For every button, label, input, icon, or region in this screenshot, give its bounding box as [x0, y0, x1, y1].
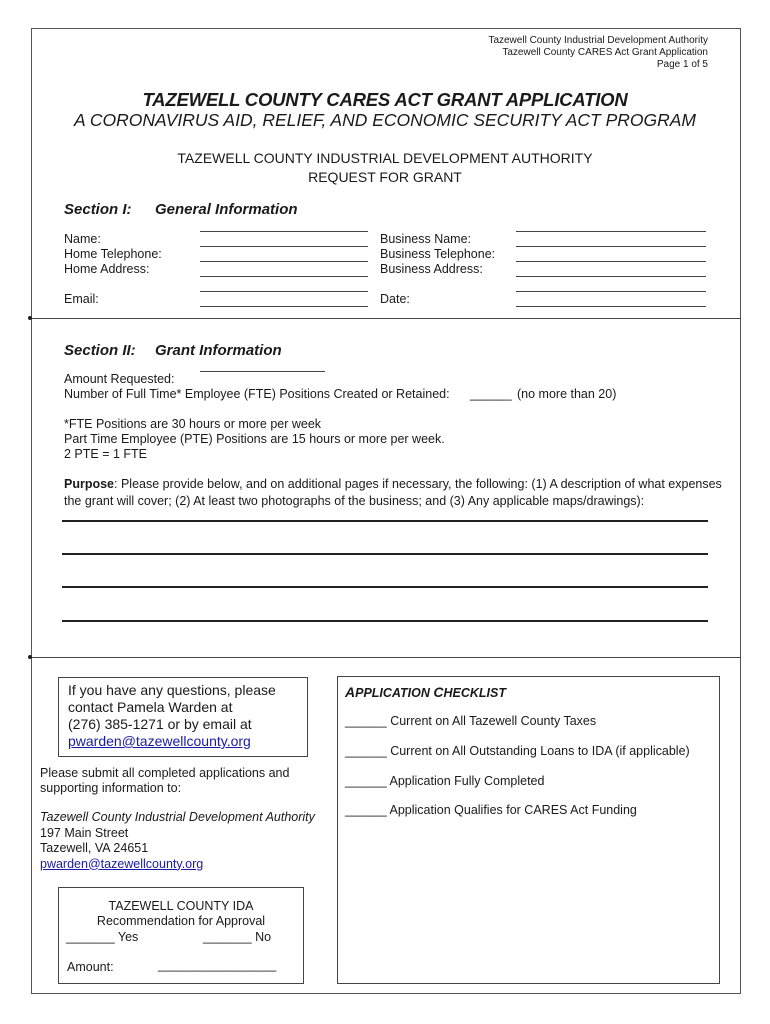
checklist-title	[345, 684, 506, 700]
page-header	[488, 35, 708, 71]
submit-instructions: Please submit all completed applications and supporting information to:	[40, 766, 290, 795]
home-telephone-label: Home Telephone:	[64, 247, 162, 261]
checklist-title-rest-a: PPLICATION	[355, 686, 434, 700]
header-org: Tazewell County Industrial Development Authority	[488, 35, 708, 46]
fte-definition-note: *FTE Positions are 30 hours or more per week	[64, 417, 322, 431]
divider-dot-1	[28, 316, 32, 320]
fte-positions-field[interactable]: ______	[470, 387, 512, 401]
section-divider-2	[31, 657, 741, 658]
email-field[interactable]	[200, 306, 368, 307]
mailing-address	[40, 810, 315, 872]
checklist-item	[345, 774, 544, 788]
home-address-field-3[interactable]	[200, 291, 368, 292]
purpose-text: : Please provide below, and on additional pages if necessary, the following: (1) A description of what expenses the grant will cover; (2) At least two photographs of the business; and (3) Any applicable maps/drawings):	[64, 477, 722, 508]
contact-text	[68, 682, 308, 750]
section2-title: Grant Information	[155, 342, 282, 359]
checklist-item-label: Application Qualifies for CARES Act Funding	[389, 803, 637, 817]
section1-heading	[64, 201, 298, 218]
contact-line-3: (276) 385-1271 or by email at	[68, 716, 252, 732]
checklist-title-a: A	[345, 684, 356, 700]
email-label: Email:	[64, 292, 99, 306]
checklist-blank[interactable]: ______	[345, 774, 387, 788]
header-page-number: Page 1 of 5	[656, 59, 708, 70]
date-label: Date:	[380, 292, 410, 306]
business-name-field[interactable]	[516, 231, 706, 232]
address-org: Tazewell County Industrial Development Authority	[40, 810, 315, 824]
section2-heading	[64, 342, 282, 359]
purpose-instructions	[64, 476, 724, 510]
divider-dot-2	[28, 655, 32, 659]
amount-requested-field[interactable]	[200, 371, 325, 372]
home-telephone-field[interactable]	[200, 246, 368, 247]
amount-requested-label: Amount Requested:	[64, 372, 175, 386]
pte-fte-ratio-note: 2 PTE = 1 FTE	[64, 447, 148, 461]
home-address-label: Home Address:	[64, 262, 150, 276]
document-title: TAZEWELL COUNTY CARES ACT GRANT APPLICATION	[142, 89, 628, 110]
business-address-field-2[interactable]	[516, 276, 706, 277]
checklist-item-label: Application Fully Completed	[389, 774, 545, 788]
document-subtitle: A CORONAVIRUS AID, RELIEF, AND ECONOMIC SECURITY ACT PROGRAM	[74, 110, 696, 130]
purpose-line-2[interactable]	[62, 553, 708, 555]
ida-no-option[interactable]: _______ No	[203, 930, 272, 944]
checklist-item-label: Current on All Outstanding Loans to IDA (if applicable)	[390, 744, 690, 758]
checklist-item	[345, 803, 637, 817]
org-heading-line1: TAZEWELL COUNTY INDUSTRIAL DEVELOPMENT AUTHORITY	[177, 150, 593, 166]
checklist-blank[interactable]: ______	[345, 714, 387, 728]
address-email-link[interactable]: pwarden@tazewellcounty.org	[40, 856, 204, 871]
address-city: Tazewell, VA 24651	[40, 841, 149, 855]
section1-number: Section I:	[64, 201, 132, 218]
checklist-title-c: C	[433, 684, 444, 700]
purpose-label: Purpose	[64, 477, 115, 491]
home-address-field-1[interactable]	[200, 261, 368, 262]
org-heading	[0, 149, 770, 187]
section2-number: Section II:	[64, 342, 136, 359]
date-field[interactable]	[516, 306, 706, 307]
section-divider-1	[31, 318, 741, 319]
org-heading-line2: REQUEST FOR GRANT	[308, 169, 462, 185]
fte-limit-note: (no more than 20)	[517, 387, 617, 401]
purpose-line-1[interactable]	[62, 520, 708, 522]
business-address-field-1[interactable]	[516, 261, 706, 262]
contact-email-link[interactable]: pwarden@tazewellcounty.org	[68, 733, 251, 749]
pte-definition-note: Part Time Employee (PTE) Positions are 15 hours or more per week.	[64, 432, 445, 446]
address-street: 197 Main Street	[40, 825, 129, 840]
business-telephone-field[interactable]	[516, 246, 706, 247]
header-doc: Tazewell County CARES Act Grant Application	[502, 47, 708, 58]
checklist-blank[interactable]: ______	[345, 803, 387, 817]
ida-amount-label: Amount:	[67, 960, 114, 974]
home-address-field-2[interactable]	[200, 276, 368, 277]
contact-line-1: If you have any questions, please	[68, 682, 276, 698]
section1-title: General Information	[155, 201, 298, 218]
checklist-blank[interactable]: ______	[345, 744, 387, 758]
checklist-item	[345, 714, 596, 728]
name-label: Name:	[64, 232, 101, 246]
business-telephone-label: Business Telephone:	[380, 247, 496, 261]
fte-positions-label: Number of Full Time* Employee (FTE) Positions Created or Retained:	[64, 387, 450, 401]
ida-subtitle: Recommendation for Approval	[96, 914, 266, 928]
business-name-label: Business Name:	[380, 232, 472, 246]
ida-title: TAZEWELL COUNTY IDA	[108, 899, 254, 913]
purpose-line-4[interactable]	[62, 620, 708, 622]
business-address-field-3[interactable]	[516, 291, 706, 292]
purpose-line-3[interactable]	[62, 586, 708, 588]
ida-yes-option[interactable]: _______ Yes	[66, 930, 139, 944]
checklist-title-rest-b: HECKLIST	[443, 686, 506, 700]
checklist-item-label: Current on All Tazewell County Taxes	[390, 714, 597, 728]
checklist-item	[345, 744, 690, 758]
ida-amount-field[interactable]: _________________	[158, 958, 277, 972]
contact-line-2: contact Pamela Warden at	[68, 699, 233, 715]
name-field[interactable]	[200, 231, 368, 232]
business-address-label: Business Address:	[380, 262, 483, 276]
